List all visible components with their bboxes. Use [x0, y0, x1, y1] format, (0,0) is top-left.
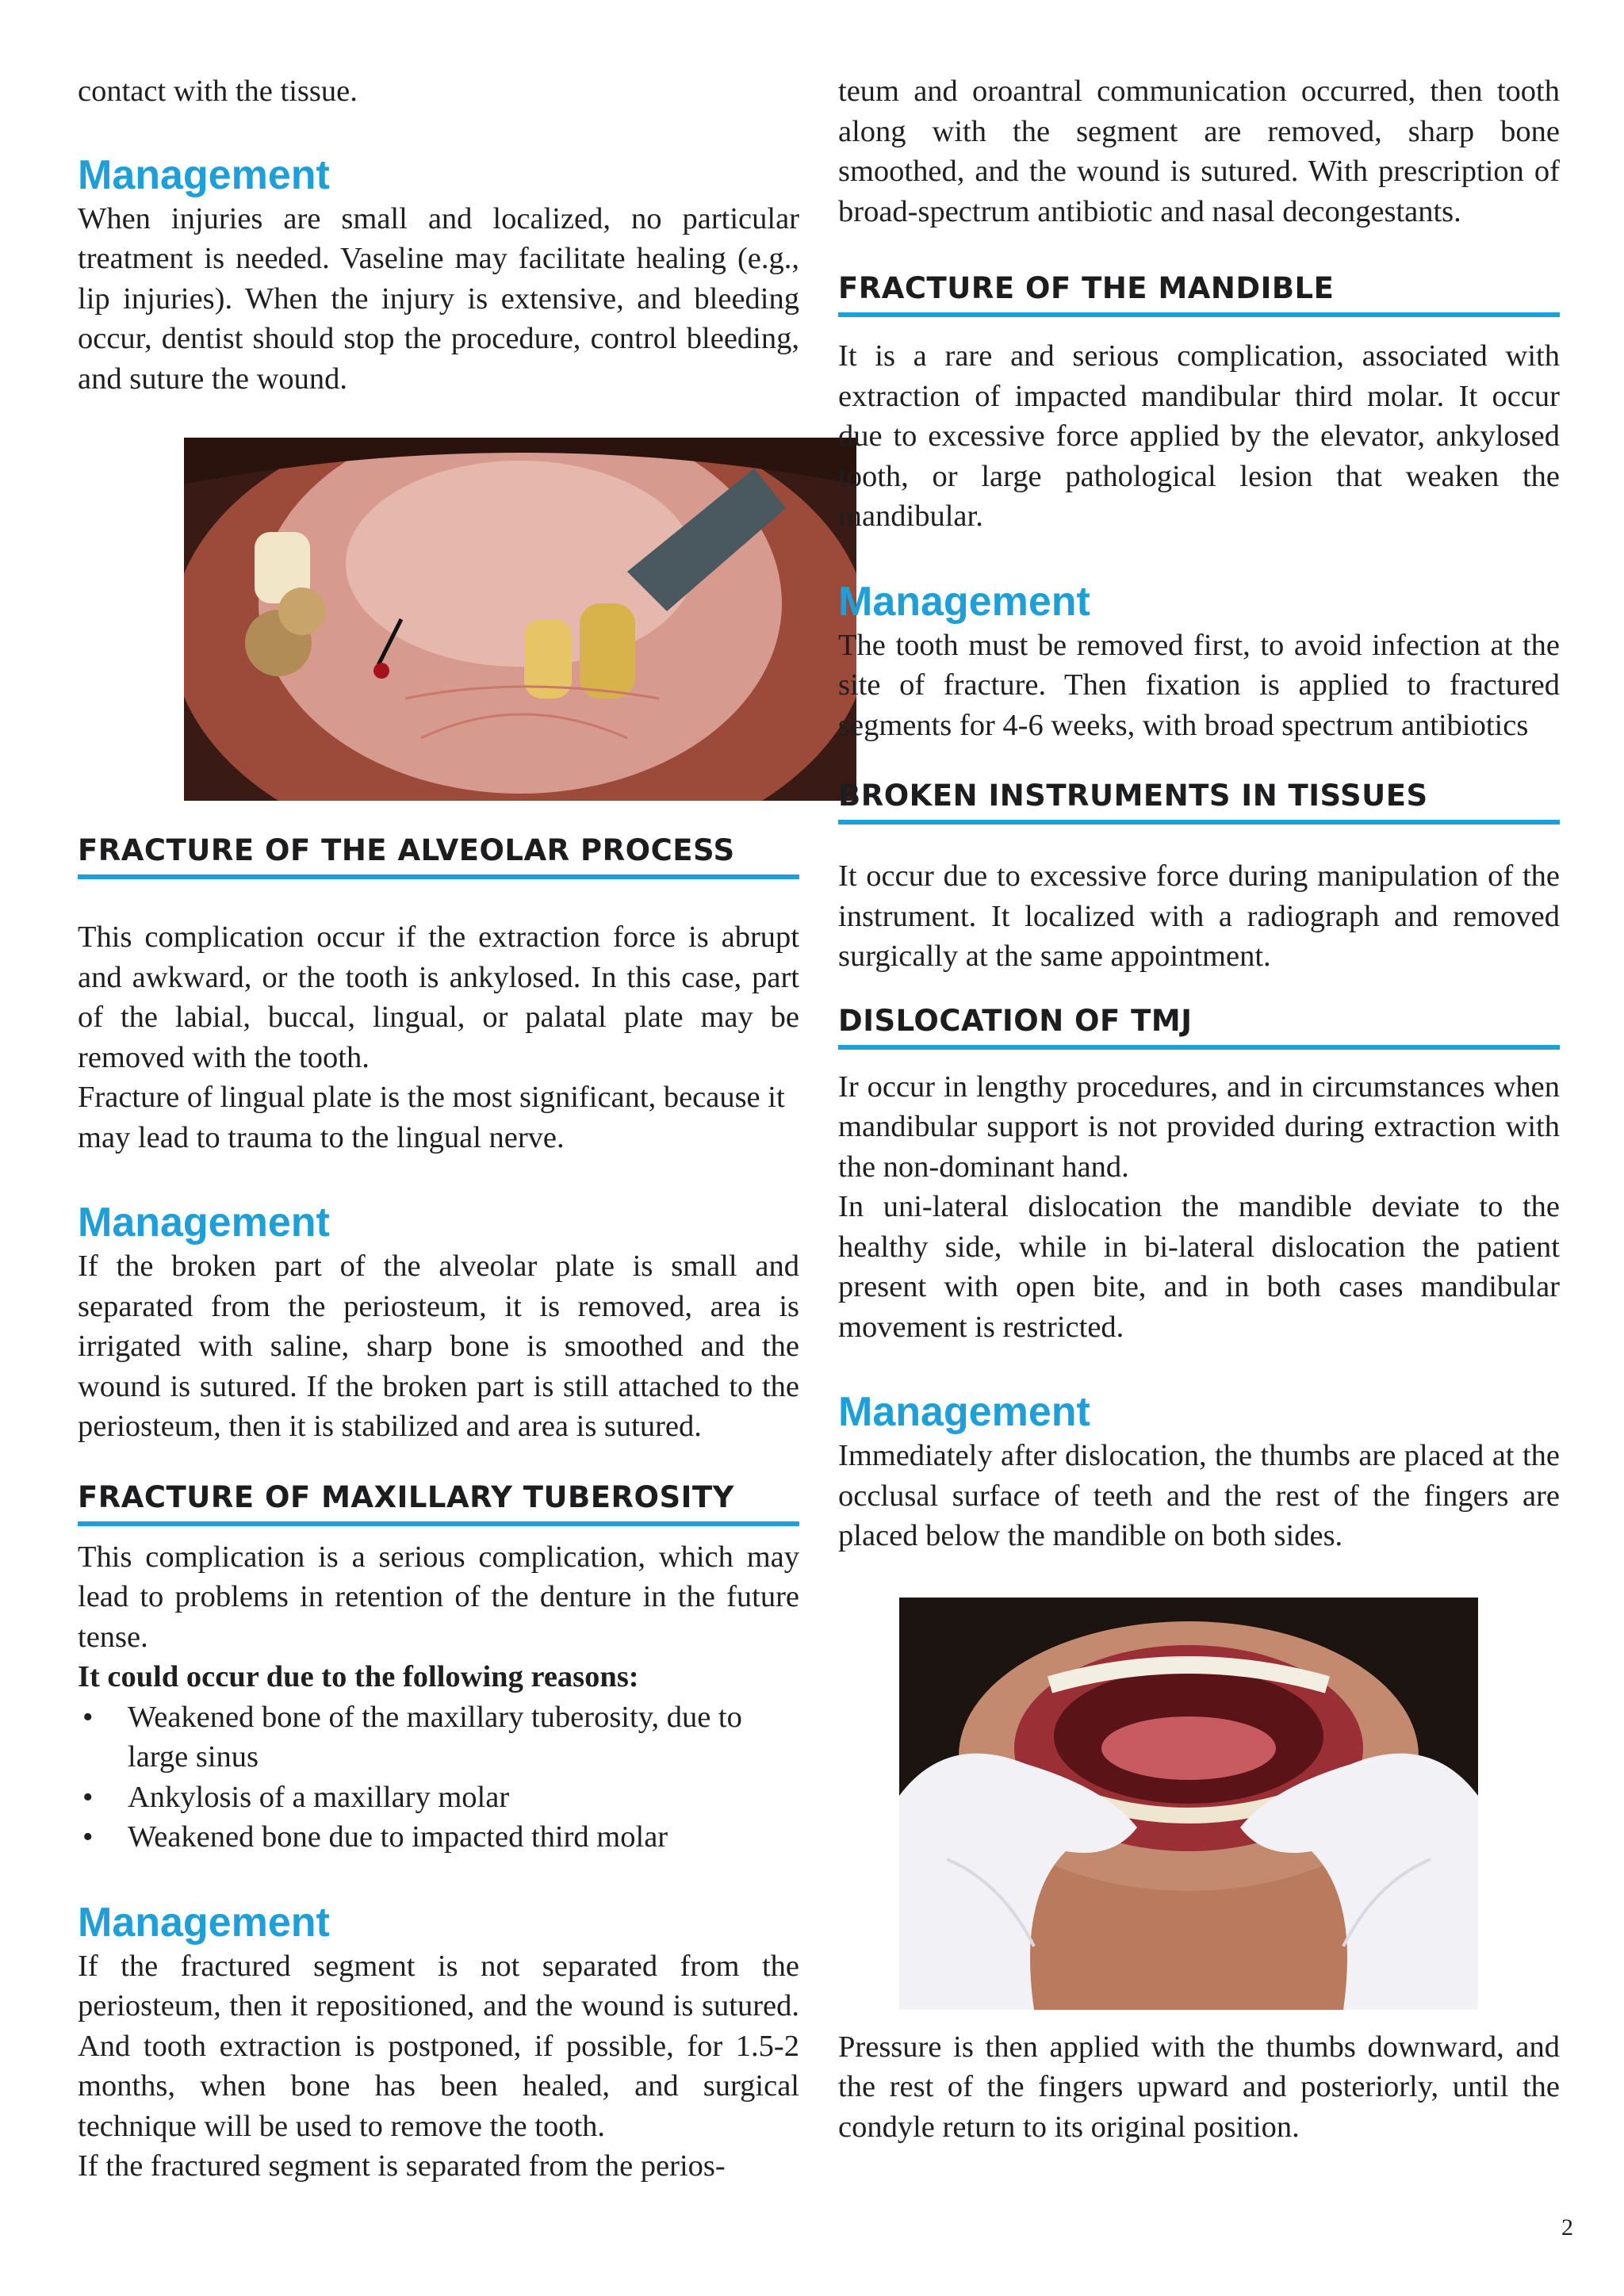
- intro-tail-text: contact with the tissue.: [78, 75, 358, 108]
- tmj-text: Ir occur in lengthy procedures, and in circumstances when mandibular support is not provided during extraction with the non-dominant hand.: [838, 1070, 1560, 1184]
- management-heading-soft-tissue: Management: [78, 151, 330, 198]
- management-heading-tmj: Management: [838, 1389, 1090, 1435]
- alveolar-lingual-text: Fracture of lingual plate is the most significant, because it may lead to trauma to the lingual nerve.: [78, 1081, 785, 1154]
- section-heading-tmj: DISLOCATION OF TMJ: [838, 1004, 1560, 1050]
- section-heading-broken-instruments: BROKEN INSTRUMENTS IN TISSUES: [838, 779, 1560, 825]
- management-heading-alveolar: Management: [78, 1200, 330, 1246]
- mandible-text: It is a rare and serious complication, associated with extraction of impacted mandibular third molar. It occur due to excessive force applied by the elevator, ankylosed tooth, or large pathological lesion that weaken the mandibular.: [838, 339, 1560, 533]
- list-item: • Ankylosis of a maxillary molar: [78, 1777, 799, 1818]
- alveolar-management-text: If the broken part of the alveolar plate is small and separated from the periosteum, it is removed, area is irrigated with saline, sharp bone is smoothed and the wound is sutured. If the broken part is still attached to the periosteum, then it is stabilized and area is sutured.: [78, 1249, 799, 1443]
- mandible-management-text: The tooth must be removed first, to avoid infection at the site of fracture. Then fixation is applied to fractured segments for 4-6 weeks, with broad spectrum antibiotics: [838, 628, 1560, 742]
- soft-tissue-management-text: When injuries are small and localized, no particular treatment is needed. Vaseline may facilitate healing (e.g., lip injuries). When the injury is extensive, and bleeding occur, dentist should stop the procedure, control bleeding, and suture the wound.: [78, 201, 799, 396]
- tmj-pressure-text: Pressure is then applied with the thumbs downward, and the rest of the fingers upward and posteriorly, until the condyle return to its original position.: [838, 2030, 1560, 2144]
- broken-instruments-text: It occur due to excessive force during manipulation of the instrument. It localized with a radiograph and removed surgically at the same appointment.: [838, 859, 1560, 973]
- tuberosity-text: This complication is a serious complication, which may lead to problems in retention of the denture in the future tense.: [78, 1540, 799, 1654]
- tmj-reduction-photo: [899, 1598, 1478, 2010]
- tuberosity-management-continued: If the fractured segment is separated from the perios-: [78, 2149, 726, 2183]
- bullet-glyph: •: [82, 1820, 94, 1854]
- tmj-dislocation-text: In uni-lateral dislocation the mandible deviate to the healthy side, while in bi-lateral dislocation the patient present with open bite, and in both cases mandibular movement is restricted.: [838, 1190, 1560, 1344]
- tmj-management-text: Immediately after dislocation, the thumbs are placed at the occlusal surface of teeth and the rest of the fingers are placed below the mandible on both sides.: [838, 1439, 1560, 1552]
- reasons-list: [78, 1697, 799, 1858]
- right-column: [838, 71, 1560, 2147]
- page-number: 2: [1561, 2214, 1573, 2241]
- tuberosity-management-text: If the fractured segment is not separated from the periosteum, then it repositioned, and the wound is sutured. And tooth extraction is postponed, if possible, for 1.5-2 months, when bone has been healed, and surgical technique will be used to remove the tooth.: [78, 1949, 799, 2143]
- continued-text: teum and oroantral communication occurred, then tooth along with the segment are removed, sharp bone smoothed, and the wound is sutured. With prescription of broad-spectrum antibiotic and nasal decongestants.: [838, 75, 1560, 228]
- reasons-heading: It could occur due to the following reasons:: [78, 1660, 639, 1693]
- bullet-glyph: •: [82, 1700, 94, 1734]
- palate-photo-illustration: [183, 437, 857, 802]
- bullet-glyph: •: [82, 1780, 94, 1814]
- section-heading-mandible: FRACTURE OF THE MANDIBLE: [838, 271, 1560, 317]
- management-heading-tuberosity: Management: [78, 1899, 330, 1946]
- alveolar-text: This complication occur if the extraction force is abrupt and awkward, or the tooth is ankylosed. In this case, part of the labial, buccal, lingual, or palatal plate may be removed with the tooth.: [78, 920, 799, 1074]
- section-heading-tuberosity: FRACTURE OF MAXILLARY TUBEROSITY: [78, 1480, 799, 1526]
- list-item: • Weakened bone due to impacted third molar: [78, 1817, 799, 1858]
- section-heading-alveolar: FRACTURE OF THE ALVEOLAR PROCESS: [78, 833, 799, 879]
- palate-injury-photo: [183, 437, 857, 802]
- tmj-photo-illustration: [899, 1598, 1478, 2010]
- left-column: [78, 71, 799, 2187]
- list-item: • Weakened bone of the maxillary tuberosity, due to large sinus: [78, 1697, 799, 1777]
- management-heading-mandible: Management: [838, 578, 1090, 625]
